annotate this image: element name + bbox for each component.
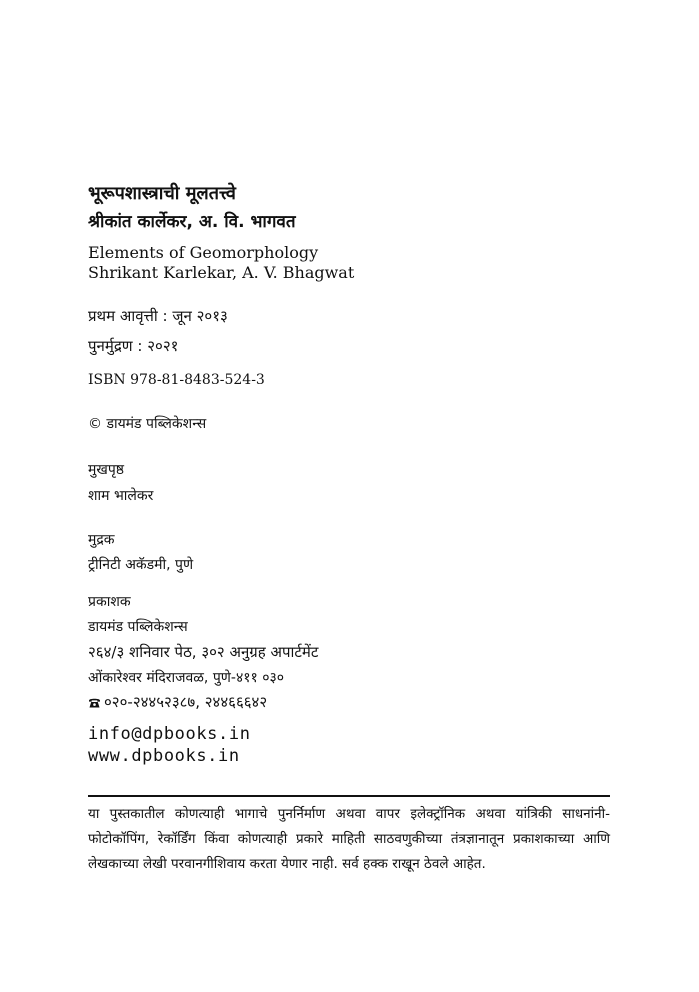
reprint-year: पुनर्मुद्रण : २०२१ xyxy=(88,337,179,355)
publisher-address-line2: ओंकारेश्वर मंदिराजवळ, पुणे-४११ ०३० xyxy=(88,670,285,686)
publisher-address-line1: २६४/३ शनिवार पेठ, ३०२ अनुग्रह अपार्टमेंट xyxy=(88,643,319,661)
cover-artist: शाम भालेकर xyxy=(88,488,154,504)
book-title-marathi: भूरूपशास्त्राची मूलतत्त्वे xyxy=(88,183,236,204)
first-edition: प्रथम आवृत्ती : जून २०१३ xyxy=(88,307,228,325)
printer-label: मुद्रक xyxy=(88,532,115,548)
authors-english: Shrikant Karlekar, A. V. Bhagwat xyxy=(88,263,355,282)
publisher-name: डायमंड पब्लिकेशन्स xyxy=(88,619,188,635)
isbn: ISBN 978-81-8483-524-3 xyxy=(88,372,265,388)
publisher-phone xyxy=(88,692,267,712)
telephone-icon xyxy=(88,697,101,708)
website-link[interactable]: www.dpbooks.in xyxy=(88,746,240,766)
email-link[interactable]: info@dpbooks.in xyxy=(88,724,251,744)
phone-numbers: ०२०-२४४५२३८७, २४४६६६४२ xyxy=(104,693,268,711)
authors-marathi: श्रीकांत कार्लेकर, अ. वि. भागवत xyxy=(88,212,296,232)
printer-name: ट्रीनिटी अकॅडमी, पुणे xyxy=(88,557,194,573)
publisher-label: प्रकाशक xyxy=(88,594,131,610)
cover-label: मुखपृष्ठ xyxy=(88,462,125,478)
copyright-notice: © डायमंड पब्लिकेशन्स xyxy=(88,416,207,432)
divider-rule xyxy=(88,795,610,797)
rights-notice: या पुस्तकातील कोणत्याही भागाचे पुनर्निर्माण अथवा वापर इलेक्ट्रॉनिक अथवा यांत्रिकी साधनांनी-फोटोकॉपिंग, रेकॉर्डिंग किंवा कोणत्याही प्रकारे माहिती साठवणुकीच्या तंत्रज्ञानातून प्रकाशकाच्या आणि लेखकाच्या लेखी परवानगीशिवाय करता येणार नाही. सर्व हक्क राखून ठेवले आहेत. xyxy=(88,806,610,872)
book-title-english: Elements of Geomorphology xyxy=(88,243,319,262)
